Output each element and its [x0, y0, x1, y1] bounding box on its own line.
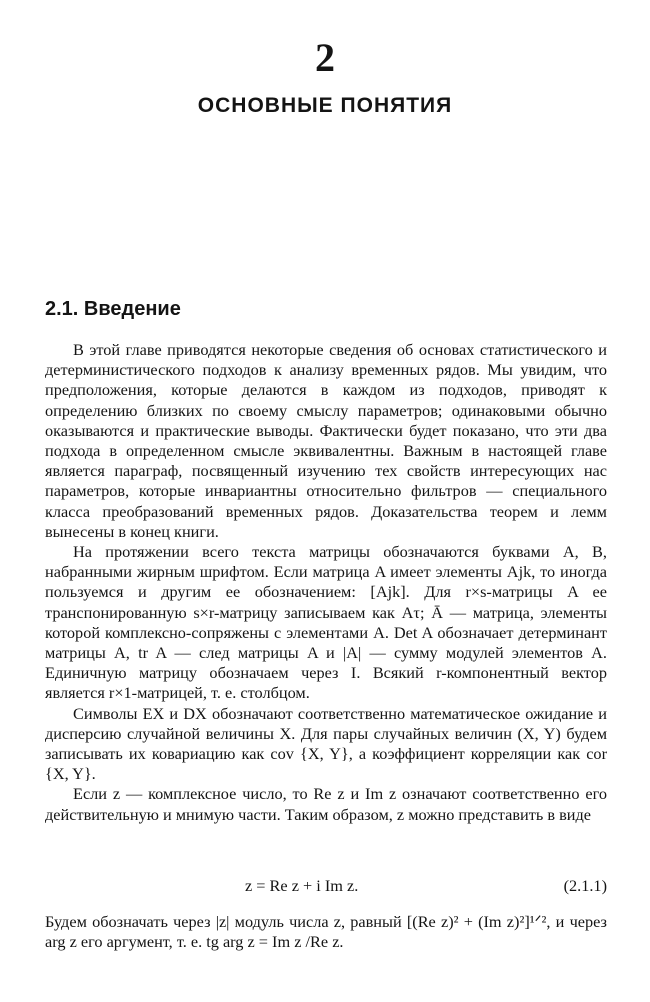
tail-text	[45, 912, 607, 952]
chapter-title: ОСНОВНЫЕ ПОНЯТИЯ	[197, 94, 453, 117]
paragraph-intro: В этой главе приводятся некоторые сведения об основах статистического и детерминистического подходов к анализу временных рядов. Мы увидим, что предположения, которые делаются в каждом из подходов, приводят к определению близких по своему смыслу параметров; одинаковыми обычно оказываются и практические выводы. Фактически будет показано, что эти два подхода в определенном смысле эквивалентны. Важным в настоящей главе является параграф, посвященный изучению тех свойств интересующих нас параметров, которые инвариантны относительно фильтров — специального класса преобразований временных рядов. Доказательства теорем и лемм вынесены в конец книги.	[45, 340, 607, 541]
paragraph-complex: Если z — комплексное число, то Re z и Im z означают соответственно его действительную и мнимую части. Таким образом, z можно представить в виде	[45, 784, 607, 824]
paragraph-modulus: Будем обозначать через |z| модуль числа z, равный [(Re z)² + (Im z)²]¹ᐟ², и через arg z его аргумент, т. е. tg arg z = Im z /Re z.	[45, 912, 607, 952]
formula-number: (2.1.1)	[563, 876, 607, 895]
chapter-number: 2	[315, 35, 335, 80]
body-text	[45, 340, 607, 825]
section-title: 2.1. Введение	[45, 298, 181, 320]
formula-2-1-1	[45, 875, 607, 897]
paragraph-symbols: Символы EX и DX обозначают соответственно математическое ожидание и дисперсию случайной величины X. Для пары случайных величин (X, Y) будем записывать их ковариацию как cov {X, Y}, а коэффициент корреляции как cor {X, Y}.	[45, 703, 607, 784]
paragraph-matrices: На протяжении всего текста матрицы обозначаются буквами A, B, набранными жирным шрифтом. Если матрица A имеет элементы Ajk, то иногда пользуемся и другим ее обозначением: [Ajk]. Для r×s-матрицы A ее транспонированную s×r-матрицу записываем как Aτ; Ā — матрица, элементы которой комплексно-сопряжены с элементами A. Det A обозначает детерминант матрицы A, tr A — след матрицы A и |A| — сумму модулей элементов A. Единичную матрицу обозначаем через I. Всякий r-компонентный вектор является r×1-матрицей, т. е. столбцом.	[45, 542, 607, 703]
formula-expression: z = Re z + i Im z.	[245, 876, 359, 895]
